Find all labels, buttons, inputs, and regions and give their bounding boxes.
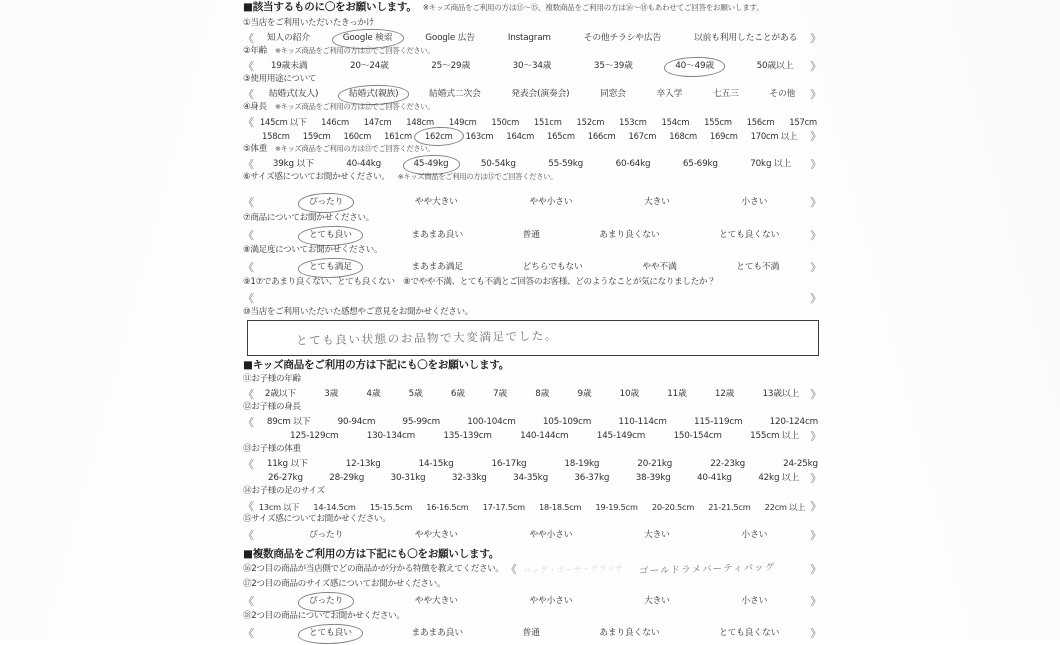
option-q11-3[interactable]: 5歳 [408, 389, 423, 400]
bracket-left-icon: 《 [505, 563, 517, 576]
option-q12-0[interactable]: 89cm 以下 [266, 417, 311, 428]
option-q13-5[interactable]: 20-21kg [637, 459, 673, 470]
option-q12-11[interactable]: 140-144cm [520, 431, 569, 442]
option-q2-0[interactable]: 19歳未満 [270, 61, 308, 72]
option-q4-25[interactable]: 170cm 以上 [750, 131, 798, 142]
question-6-label [243, 173, 557, 182]
bracket-right-icon: 》 [810, 627, 821, 640]
bracket-left-icon: 《 [243, 529, 254, 542]
option-q4-5[interactable]: 150cm [491, 117, 520, 128]
option-q17-4[interactable]: 小さい [741, 596, 768, 607]
question-2-options[interactable] [243, 61, 821, 73]
option-q13-9[interactable]: 28-29kg [329, 473, 365, 484]
option-q2-3[interactable]: 30～34歳 [512, 61, 552, 72]
option-q4-6[interactable]: 151cm [533, 117, 562, 128]
option-q4-16[interactable]: 161cm [384, 131, 412, 142]
option-q13-4[interactable]: 18-19kg [564, 459, 600, 470]
option-q12-1[interactable]: 90-94cm [337, 417, 376, 428]
option-q3-6[interactable]: 七五三 [712, 89, 739, 100]
question-16-handwritten-faint: バッグ・ポーチ・クラッチ [522, 563, 624, 576]
question-4-options-row-2[interactable] [243, 131, 821, 143]
option-q2-4[interactable]: 35～39歳 [593, 61, 633, 72]
option-q4-24[interactable]: 169cm [709, 131, 738, 142]
option-q6-4[interactable]: 小さい [741, 197, 768, 208]
option-q15-3[interactable]: 大きい [643, 530, 670, 541]
question-12-options-row-2[interactable] [243, 431, 821, 443]
option-q5-0[interactable]: 39kg 以下 [272, 159, 314, 170]
option-q4-3[interactable]: 148cm [406, 117, 435, 128]
bracket-right-icon: 》 [810, 529, 821, 542]
option-q7-0[interactable]: とても良い [308, 230, 352, 241]
option-q3-2[interactable]: 結婚式二次会 [429, 89, 481, 100]
option-q3-7[interactable]: その他 [769, 89, 796, 100]
bracket-right-icon: 》 [810, 563, 821, 576]
question-9-answer-row[interactable] [243, 293, 821, 305]
option-q11-8[interactable]: 10歳 [619, 389, 640, 400]
main-heading [243, 1, 764, 13]
question-6-title: ⑥サイズ感についてお聞かせください。 [243, 172, 390, 182]
question-13-options-row-1[interactable] [243, 459, 821, 471]
option-q11-4[interactable]: 6歳 [450, 389, 465, 400]
option-q4-1[interactable]: 146cm [321, 117, 349, 128]
option-q3-5[interactable]: 卒入学 [656, 89, 683, 100]
option-q6-0[interactable]: ぴったり [308, 197, 344, 208]
option-q12-13[interactable]: 150-154cm [673, 431, 722, 442]
option-q13-10[interactable]: 30-31kg [390, 473, 426, 484]
question-5-title: ⑤体重 [243, 144, 267, 154]
question-7-label: ⑦商品についてお聞かせください。 [243, 213, 374, 223]
question-4-label [243, 103, 434, 112]
option-q12-6[interactable]: 115-119cm [694, 417, 743, 428]
option-q3-4[interactable]: 同窓会 [599, 89, 626, 100]
option-q11-9[interactable]: 11歳 [667, 389, 687, 400]
option-q12-4[interactable]: 105-109cm [542, 417, 592, 428]
option-q12-7[interactable]: 120-124cm [769, 417, 818, 428]
option-q4-14[interactable]: 159cm [302, 131, 331, 142]
question-2-title: ②年齢 [243, 46, 267, 56]
option-q11-6[interactable]: 8歳 [535, 389, 550, 400]
option-q18-3[interactable]: あまり良くない [599, 628, 660, 639]
option-q8-1[interactable]: まあまあ満足 [411, 262, 463, 273]
bracket-left-icon: 《 [243, 60, 254, 73]
option-q4-22[interactable]: 167cm [628, 131, 657, 142]
option-q4-0[interactable]: 145cm 以下 [259, 117, 307, 128]
question-16-row[interactable] [243, 561, 821, 577]
question-7-options[interactable] [243, 230, 821, 242]
option-q2-6[interactable]: 50歳以上 [756, 61, 794, 72]
option-q4-4[interactable]: 149cm [448, 117, 477, 128]
question-13-options-row-2[interactable] [243, 473, 821, 485]
bracket-right-icon: 》 [810, 292, 821, 305]
question-13-label: ⑬お子様の体重 [243, 444, 301, 454]
bracket-left-icon: 《 [243, 500, 254, 513]
main-heading-note: ※キッズ商品をご利用の方は⑪～⑮、複数商品をご利用の方は⑯～⑱もあわせてご回答をお願いします。 [422, 3, 764, 12]
question-3-options[interactable] [243, 89, 821, 101]
option-q6-2[interactable]: やや小さい [529, 197, 573, 208]
option-q18-4[interactable]: とても良くない [718, 628, 780, 639]
option-q4-19[interactable]: 164cm [506, 131, 535, 142]
bracket-left-icon: 《 [243, 158, 254, 171]
option-q3-0[interactable]: 結婚式(友人) [268, 89, 319, 100]
question-5-options[interactable] [243, 159, 821, 171]
option-q6-3[interactable]: 大きい [643, 197, 670, 208]
option-q17-1[interactable]: やや大きい [414, 596, 458, 607]
option-q1-4[interactable]: その他チラシや広告 [583, 33, 662, 44]
option-q11-10[interactable]: 12歳 [714, 389, 735, 400]
option-q13-7[interactable]: 24-25kg [783, 459, 818, 470]
option-q12-12[interactable]: 145-149cm [596, 431, 646, 442]
question-18-label: ⑱2つ目の商品についてお聞かせください。 [243, 611, 405, 621]
option-q12-5[interactable]: 110-114cm [618, 417, 667, 428]
question-4-options-row-1[interactable] [243, 117, 821, 129]
option-q8-0[interactable]: とても満足 [308, 262, 352, 273]
question-15-options[interactable] [243, 530, 821, 542]
option-q14-7[interactable]: 20-20.5cm [651, 501, 695, 512]
question-10-handwritten-answer: とても良い状態のお品物で大変満足でした。 [295, 328, 559, 348]
option-q18-2[interactable]: 普通 [522, 628, 540, 639]
bracket-right-icon: 》 [810, 595, 821, 608]
option-q14-2[interactable]: 15-15.5cm [369, 501, 413, 512]
option-q1-3[interactable]: Instagram [507, 33, 551, 44]
question-6-options[interactable] [243, 197, 821, 209]
option-q13-3[interactable]: 16-17kg [491, 459, 527, 470]
question-4-title: ④身長 [243, 102, 267, 112]
option-q4-20[interactable]: 165cm [547, 131, 575, 142]
kids-section-heading: ■キッズ商品をご利用の方は下記にも〇をお願いします。 [243, 359, 510, 371]
option-q18-1[interactable]: まあまあ良い [411, 628, 463, 639]
question-11-options[interactable] [243, 389, 821, 401]
option-q11-2[interactable]: 4歳 [366, 389, 381, 400]
option-q12-14[interactable]: 155cm 以上 [750, 431, 800, 442]
bracket-left-icon: 《 [243, 416, 254, 429]
bracket-left-icon: 《 [243, 32, 254, 45]
question-17-label: ⑰2つ目の商品のサイズ感についてお聞かせください。 [243, 579, 446, 589]
option-q11-0[interactable]: 2歳以下 [264, 389, 297, 400]
option-q14-5[interactable]: 18-18.5cm [539, 501, 582, 512]
option-q4-21[interactable]: 166cm [587, 131, 616, 142]
option-q6-1[interactable]: やや大きい [414, 197, 458, 208]
bracket-left-icon: 《 [243, 458, 254, 471]
question-6-note: ※キッズ商品をご利用の方は⑮でご回答ください。 [397, 172, 558, 181]
option-q4-18[interactable]: 163cm [465, 131, 494, 142]
option-q17-2[interactable]: やや小さい [529, 596, 573, 607]
bracket-right-icon: 》 [810, 430, 821, 443]
option-q13-12[interactable]: 34-35kg [513, 473, 548, 484]
option-q4-9[interactable]: 154cm [661, 117, 690, 128]
option-q2-2[interactable]: 25～29歳 [431, 61, 471, 72]
option-q4-23[interactable]: 168cm [669, 131, 697, 142]
option-q2-5[interactable]: 40～49歳 [675, 61, 715, 72]
bracket-left-icon: 《 [243, 88, 254, 101]
option-q13-8[interactable]: 26-27kg [268, 473, 303, 484]
option-q13-0[interactable]: 11kg 以下 [266, 459, 308, 470]
option-q13-14[interactable]: 38-39kg [635, 473, 671, 484]
option-q2-1[interactable]: 20～24歳 [349, 61, 389, 72]
question-12-label: ⑫お子様の身長 [243, 402, 301, 412]
option-q5-2[interactable]: 45-49kg [413, 159, 449, 170]
bracket-right-icon: 》 [810, 500, 821, 513]
option-q15-2[interactable]: やや小さい [529, 530, 573, 541]
bracket-right-icon: 》 [810, 388, 821, 401]
option-q4-12[interactable]: 157cm [789, 117, 817, 128]
question-2-note: ※キッズ商品をご利用の方は⑪でご回答ください。 [274, 46, 435, 55]
question-5-note: ※キッズ商品をご利用の方は⑬でご回答ください。 [274, 144, 435, 153]
question-9-label: ⑨1⑦であまり良くない、とても良くない ⑧でやや不満、とても不満とご回答のお客様、どのようなことが気になりましたか？ [243, 277, 716, 287]
bracket-left-icon: 《 [243, 595, 254, 608]
bracket-left-icon: 《 [243, 292, 254, 305]
option-q5-1[interactable]: 40-44kg [346, 159, 382, 170]
option-q7-3[interactable]: あまり良くない [599, 230, 660, 241]
option-q15-1[interactable]: やや大きい [414, 530, 458, 541]
question-1-options[interactable] [243, 33, 821, 45]
option-q1-1[interactable]: Google 検索 [342, 33, 393, 44]
option-q13-13[interactable]: 36-37kg [574, 473, 610, 484]
option-q3-1[interactable]: 結婚式(親族) [348, 89, 399, 100]
multi-section-heading: ■複数商品をご利用の方は下記にも〇をお願いします。 [243, 548, 500, 560]
option-q8-4[interactable]: とても不満 [736, 262, 780, 273]
option-q14-6[interactable]: 19-19.5cm [595, 501, 638, 512]
bracket-left-icon: 《 [243, 388, 254, 401]
bracket-right-icon: 》 [810, 261, 821, 274]
bracket-left-icon: 《 [243, 627, 254, 640]
option-q1-0[interactable]: 知人の紹介 [266, 33, 310, 44]
option-q13-16[interactable]: 42kg 以上 [758, 473, 800, 484]
bracket-left-icon: 《 [243, 261, 254, 274]
question-1-label: ①当店をご利用いただいたきっかけ [243, 18, 375, 28]
option-q4-2[interactable]: 147cm [363, 117, 392, 128]
option-q13-2[interactable]: 14-15kg [418, 459, 454, 470]
question-3-label: ③使用用途について [243, 74, 317, 84]
option-q11-5[interactable]: 7歳 [493, 389, 508, 400]
survey-sheet [243, 0, 821, 640]
bracket-right-icon: 》 [810, 158, 821, 171]
bracket-left-icon: 《 [243, 116, 254, 129]
option-q14-1[interactable]: 14-14.5cm [313, 501, 356, 512]
option-q1-5[interactable]: 以前も利用したことがある [694, 33, 798, 44]
question-4-note: ※キッズ商品をご利用の方は⑫でご回答ください。 [274, 102, 435, 111]
bracket-left-icon: 《 [243, 196, 254, 209]
option-q5-7[interactable]: 70kg 以上 [750, 159, 792, 170]
question-10-comment-box[interactable] [247, 320, 819, 356]
option-q4-13[interactable]: 158cm [262, 131, 290, 142]
option-q18-0[interactable]: とても良い [308, 628, 352, 639]
option-q5-6[interactable]: 65-69kg [682, 159, 718, 170]
question-18-options[interactable] [243, 628, 821, 640]
bracket-right-icon: 》 [810, 88, 821, 101]
option-q3-3[interactable]: 発表会(演奏会) [511, 89, 570, 100]
option-q12-10[interactable]: 135-139cm [443, 431, 492, 442]
option-q14-0[interactable]: 13cm 以下 [258, 501, 300, 512]
option-q8-3[interactable]: やや不満 [642, 262, 677, 273]
option-q17-3[interactable]: 大きい [643, 596, 670, 607]
option-q4-10[interactable]: 155cm [704, 117, 732, 128]
option-q7-4[interactable]: とても良くない [718, 230, 780, 241]
question-10-label: ⑩当店をご利用いただいた感想やご意見をお聞かせください。 [243, 307, 473, 317]
bracket-right-icon: 》 [810, 60, 821, 73]
option-q5-4[interactable]: 55-59kg [548, 159, 584, 170]
option-q12-2[interactable]: 95-99cm [402, 417, 440, 428]
option-q13-1[interactable]: 12-13kg [345, 459, 381, 470]
option-q5-3[interactable]: 50-54kg [480, 159, 516, 170]
option-q11-7[interactable]: 9歳 [577, 389, 592, 400]
option-q14-9[interactable]: 22cm 以上 [764, 501, 806, 512]
question-5-label [243, 145, 434, 154]
bracket-right-icon: 》 [810, 130, 821, 143]
option-q14-8[interactable]: 21-21.5cm [708, 501, 751, 512]
option-q14-3[interactable]: 16-16.5cm [426, 501, 469, 512]
option-q8-2[interactable]: どちらでもない [522, 262, 583, 273]
question-8-label: ⑧満足度についてお聞かせください。 [243, 245, 383, 255]
option-q7-2[interactable]: 普通 [522, 230, 540, 241]
option-q15-0[interactable]: ぴったり [308, 530, 344, 541]
question-11-label: ⑪お子様の年齢 [243, 374, 301, 384]
option-q13-6[interactable]: 22-23kg [710, 459, 746, 470]
question-14-label: ⑭お子様の足のサイズ [243, 486, 325, 496]
bracket-left-icon: 《 [243, 229, 254, 242]
option-q11-1[interactable]: 3歳 [324, 389, 339, 400]
option-q11-11[interactable]: 13歳以上 [762, 389, 800, 400]
question-2-label [243, 47, 434, 56]
option-q4-15[interactable]: 160cm [343, 131, 372, 142]
question-16-label: ⑯2つ目の商品が当店側でどの商品かが分かる特徴を教えてください。 [243, 564, 504, 575]
option-q12-9[interactable]: 130-134cm [366, 431, 416, 442]
option-q1-2[interactable]: Google 広告 [425, 33, 475, 44]
option-q15-4[interactable]: 小さい [741, 530, 768, 541]
option-q4-7[interactable]: 152cm [576, 117, 605, 128]
question-14-options[interactable] [243, 501, 821, 513]
option-q17-0[interactable]: ぴったり [308, 596, 344, 607]
option-q4-17[interactable]: 162cm [424, 131, 453, 142]
option-q12-8[interactable]: 125-129cm [290, 431, 339, 442]
bracket-right-icon: 》 [810, 229, 821, 242]
option-q4-11[interactable]: 156cm [746, 117, 775, 128]
question-16-handwritten-answer: ゴールドラメパーティバッグ [638, 561, 776, 577]
bracket-right-icon: 》 [810, 472, 821, 485]
question-15-label: ⑮サイズ感についてお聞かせください。 [243, 514, 391, 524]
main-heading-text: ■該当するものに〇をお願いします。 [243, 1, 417, 13]
option-q13-15[interactable]: 40-41kg [696, 473, 732, 484]
option-q12-3[interactable]: 100-104cm [467, 417, 516, 428]
bracket-right-icon: 》 [810, 196, 821, 209]
option-q13-11[interactable]: 32-33kg [451, 473, 487, 484]
option-q14-4[interactable]: 17-17.5cm [482, 501, 525, 512]
option-q4-8[interactable]: 153cm [619, 117, 647, 128]
option-q7-1[interactable]: まあまあ良い [411, 230, 463, 241]
question-12-options-row-1[interactable] [243, 417, 821, 429]
question-17-options[interactable] [243, 596, 821, 608]
question-8-options[interactable] [243, 262, 821, 274]
option-q5-5[interactable]: 60-64kg [615, 159, 651, 170]
bracket-right-icon: 》 [810, 32, 821, 45]
